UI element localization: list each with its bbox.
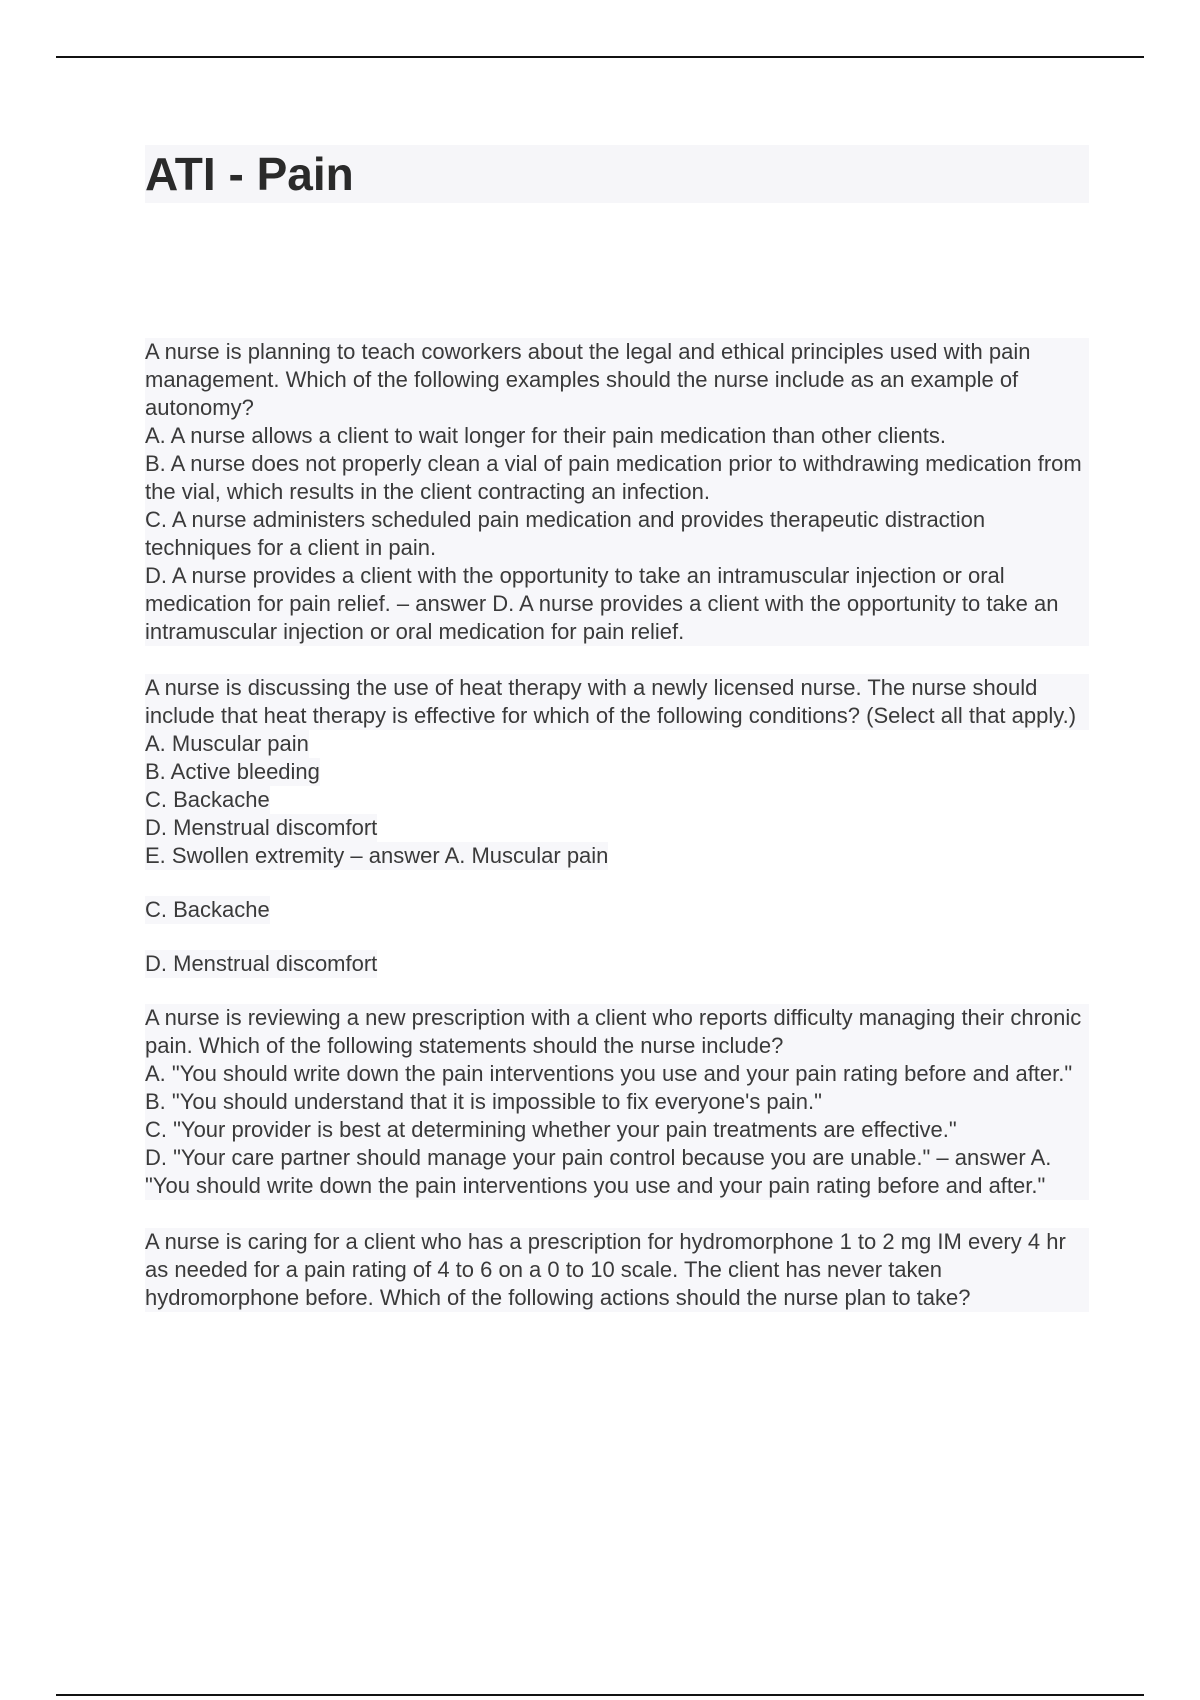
question-3 (145, 1004, 1089, 1200)
answer-line: C. Backache (145, 897, 270, 922)
question-2 (145, 674, 1089, 978)
question-stem: A nurse is caring for a client who has a prescription for hydromorphone 1 to 2 mg IM every 4 hr as needed for a pain rating of 4 to 6 on a 0 to 10 scale. The client has never taken hydromorphone before. Which of the following actions should the nurse plan to take? (145, 1228, 1089, 1312)
question-stem: A nurse is reviewing a new prescription with a client who reports difficulty managing their chronic pain. Which of the following statements should the nurse include? (145, 1004, 1089, 1060)
question-option: C. "Your provider is best at determining whether your pain treatments are effective." (145, 1116, 1089, 1144)
document-body (145, 338, 1089, 1312)
question-option: B. A nurse does not properly clean a vial of pain medication prior to withdrawing medication from the vial, which results in the client contracting an infection. (145, 450, 1089, 506)
question-1 (145, 338, 1089, 646)
question-option: B. "You should understand that it is impossible to fix everyone's pain." (145, 1088, 1089, 1116)
footer-rule (56, 1694, 1144, 1696)
question-option: D. "Your care partner should manage your pain control because you are unable." – answer A. "You should write down the pain interventions you use and your pain rating before and after." (145, 1144, 1089, 1200)
header-rule (56, 56, 1144, 58)
question-stem: A nurse is planning to teach coworkers about the legal and ethical principles used with pain management. Which of the following examples should the nurse include as an example of autonomy? (145, 338, 1089, 422)
question-stem: A nurse is discussing the use of heat therapy with a newly licensed nurse. The nurse should include that heat therapy is effective for which of the following conditions? (Select all that apply.) (145, 674, 1089, 730)
question-option: E. Swollen extremity – answer A. Muscular pain (145, 843, 609, 868)
question-option: A. "You should write down the pain interventions you use and your pain rating before and after." (145, 1060, 1089, 1088)
question-option: C. A nurse administers scheduled pain medication and provides therapeutic distraction techniques for a client in pain. (145, 506, 1089, 562)
question-option: B. Active bleeding (145, 759, 320, 784)
answer-line: D. Menstrual discomfort (145, 951, 378, 976)
question-option: C. Backache (145, 787, 270, 812)
question-4 (145, 1228, 1089, 1312)
question-option: A. Muscular pain (145, 731, 309, 756)
question-option: D. A nurse provides a client with the opportunity to take an intramuscular injection or oral medication for pain relief. – answer D. A nurse provides a client with the opportunity to take an intramuscular injection or oral medication for pain relief. (145, 562, 1089, 646)
question-option: A. A nurse allows a client to wait longer for their pain medication than other clients. (145, 422, 1089, 450)
page-title: ATI - Pain (145, 148, 354, 200)
question-option: D. Menstrual discomfort (145, 815, 378, 840)
